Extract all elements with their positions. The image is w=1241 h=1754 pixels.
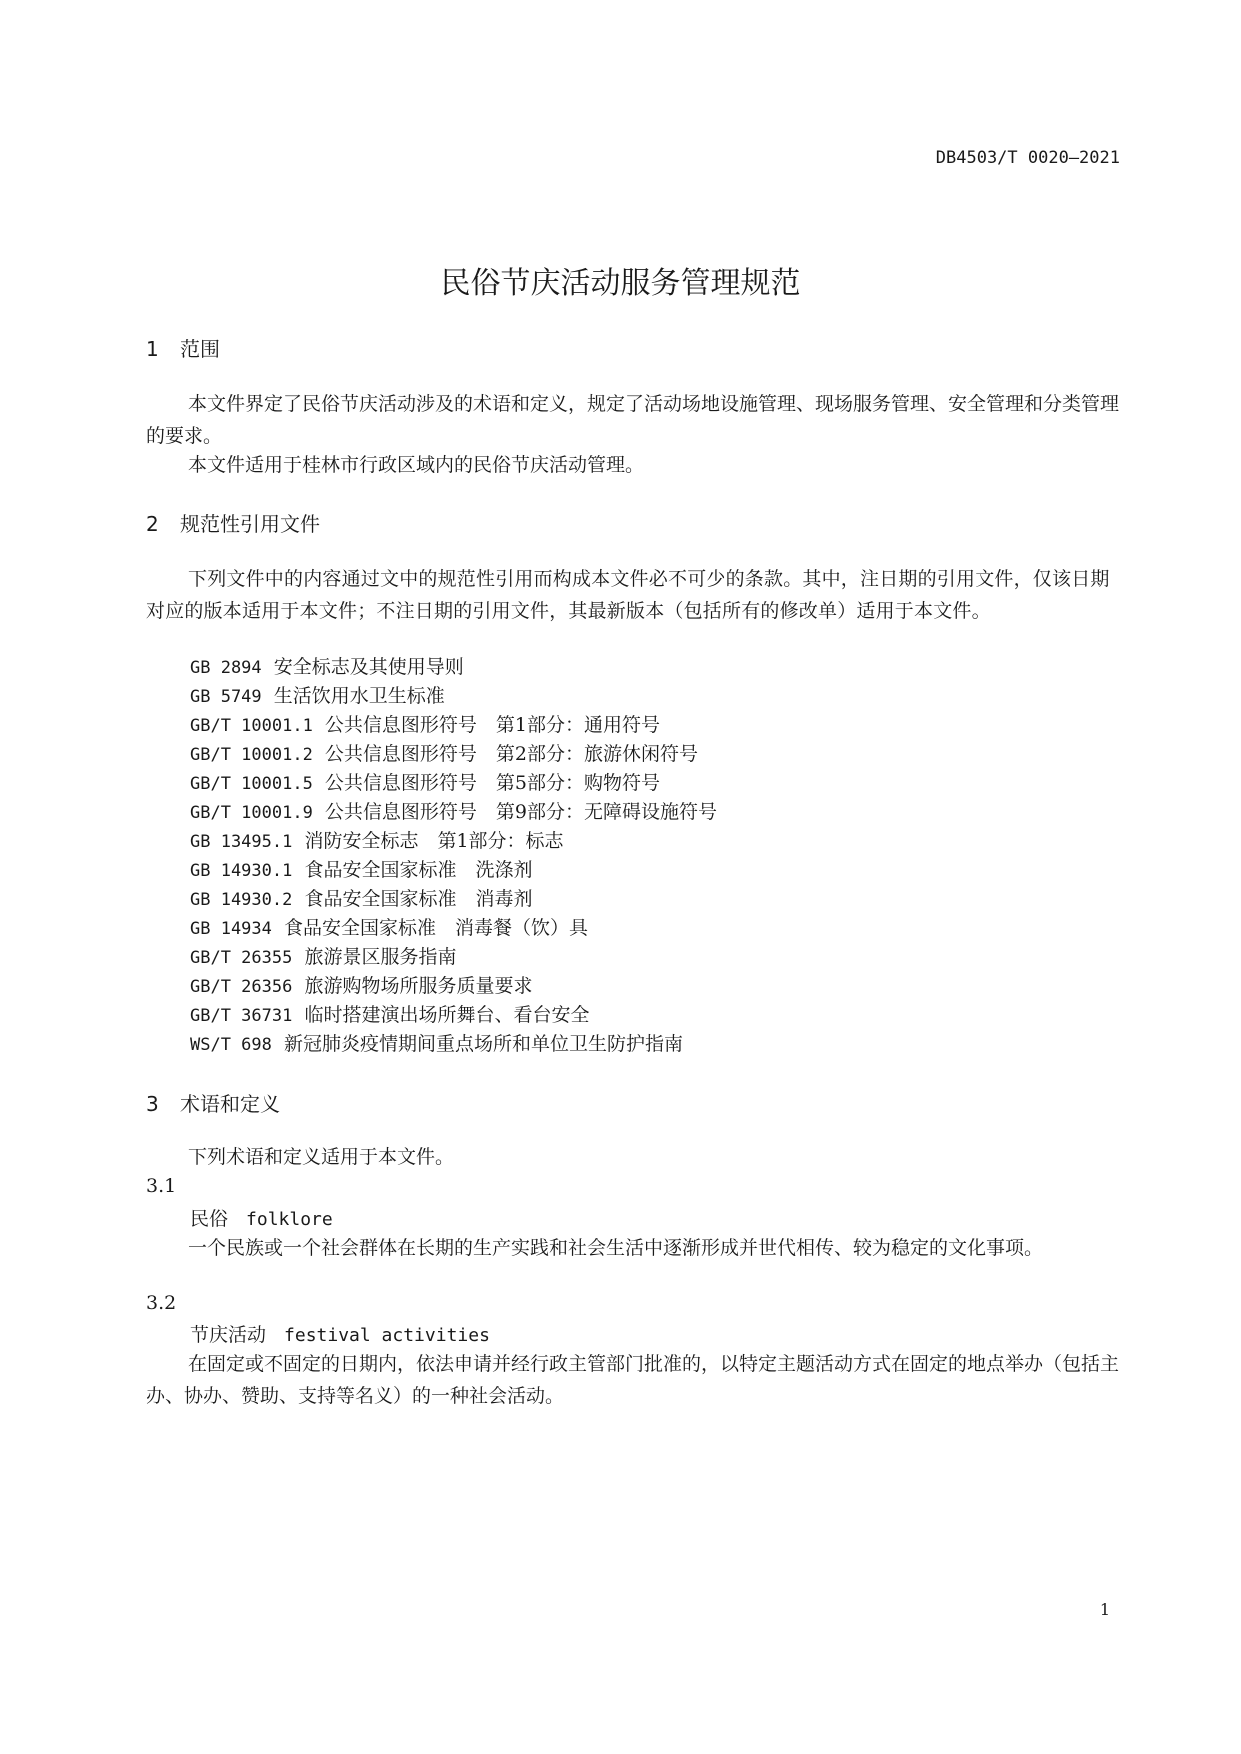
section-number: 2 (146, 512, 159, 536)
reference-title: 食品安全国家标准 洗涤剂 (304, 859, 533, 881)
reference-code: GB/T 10001.1 (190, 716, 313, 736)
scope-paragraph-2: 本文件适用于桂林市行政区域内的民俗节庆活动管理。 (188, 454, 645, 476)
reference-title: 安全标志及其使用导则 (273, 656, 464, 678)
reference-code: GB 2894 (190, 658, 262, 678)
reference-code: GB/T 26355 (190, 948, 293, 968)
reference-title: 消防安全标志 第1部分：标志 (304, 830, 564, 852)
reference-item (190, 797, 717, 824)
reference-code: GB/T 36731 (190, 1006, 293, 1026)
section-number: 1 (146, 337, 159, 361)
term-en: festival activities (284, 1325, 490, 1346)
document-title: 民俗节庆活动服务管理规范 (440, 266, 801, 301)
reference-item (190, 739, 698, 766)
reference-item (190, 913, 588, 940)
reference-item (190, 1000, 589, 1027)
term-heading (190, 1204, 333, 1231)
reference-title: 食品安全国家标准 消毒餐（饮）具 (283, 917, 588, 939)
section-title: 术语和定义 (180, 1092, 280, 1116)
reference-item (190, 710, 660, 737)
reference-code: GB 5749 (190, 687, 262, 707)
term-definition: 在固定或不固定的日期内，依法申请并经行政主管部门批准的，以特定主题活动方式在固定的地点举办（包括主办、协办、赞助、支持等名义）的一种社会活动。 (146, 1353, 1120, 1407)
reference-title: 公共信息图形符号 第9部分：无障碍设施符号 (324, 801, 718, 823)
reference-title: 旅游购物场所服务质量要求 (304, 975, 533, 997)
reference-code: GB 14930.1 (190, 861, 293, 881)
terms-intro-paragraph: 下列术语和定义适用于本文件。 (188, 1146, 455, 1168)
reference-code: GB 13495.1 (190, 832, 293, 852)
reference-code: WS/T 698 (190, 1035, 272, 1055)
reference-code: GB 14930.2 (190, 890, 293, 910)
reference-title: 公共信息图形符号 第1部分：通用符号 (324, 714, 661, 736)
section-title: 范围 (180, 337, 220, 361)
reference-title: 食品安全国家标准 消毒剂 (304, 888, 533, 910)
reference-item (190, 971, 532, 998)
term-en: folklore (246, 1209, 333, 1230)
reference-item (190, 652, 464, 679)
reference-title: 临时搭建演出场所舞台、看台安全 (304, 1004, 590, 1026)
reference-code: GB/T 26356 (190, 977, 293, 997)
section-title: 规范性引用文件 (180, 512, 320, 536)
section-heading-normative-references (146, 508, 320, 537)
reference-item (190, 884, 532, 911)
reference-item (190, 826, 564, 853)
reference-item (190, 1029, 683, 1056)
reference-item (190, 768, 660, 795)
section-number: 3 (146, 1092, 159, 1116)
reference-title: 生活饮用水卫生标准 (273, 685, 445, 707)
term-number: 3.1 (146, 1175, 177, 1197)
reference-title: 公共信息图形符号 第2部分：旅游休闲符号 (324, 743, 699, 765)
term-zh: 民俗 (190, 1208, 229, 1230)
reference-item (190, 942, 456, 969)
term-definition: 一个民族或一个社会群体在长期的生产实践和社会生活中逐渐形成并世代相传、较为稳定的文化事项。 (188, 1237, 1044, 1259)
reference-code: GB/T 10001.9 (190, 803, 313, 823)
document-code: DB4503/T 0020—2021 (935, 148, 1120, 168)
references-intro-paragraph: 下列文件中的内容通过文中的规范性引用而构成本文件必不可少的条款。其中，注日期的引用文件，仅该日期对应的版本适用于本文件；不注日期的引用文件，其最新版本（包括所有的修改单）适用于本文件。 (146, 568, 1110, 622)
reference-item (190, 855, 532, 882)
reference-title: 公共信息图形符号 第5部分：购物符号 (324, 772, 661, 794)
term-heading (190, 1320, 490, 1347)
section-heading-terms-definitions (146, 1088, 280, 1117)
reference-item (190, 681, 445, 708)
page-number: 1 (1099, 1600, 1110, 1619)
section-heading-scope (146, 333, 220, 362)
term-number: 3.2 (146, 1292, 177, 1314)
scope-paragraph-1: 本文件界定了民俗节庆活动涉及的术语和定义，规定了活动场地设施管理、现场服务管理、安全管理和分类管理的要求。 (146, 393, 1120, 447)
reference-code: GB 14934 (190, 919, 272, 939)
reference-title: 新冠肺炎疫情期间重点场所和单位卫生防护指南 (283, 1033, 683, 1055)
term-zh: 节庆活动 (190, 1324, 267, 1346)
reference-code: GB/T 10001.5 (190, 774, 313, 794)
reference-code: GB/T 10001.2 (190, 745, 313, 765)
reference-title: 旅游景区服务指南 (304, 946, 457, 968)
